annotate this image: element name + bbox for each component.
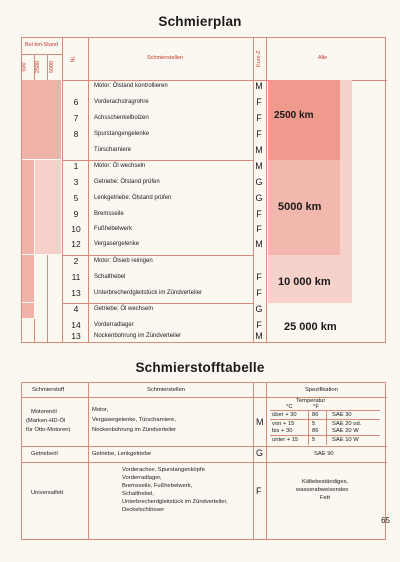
stoff-title: Schmierstofftabelle xyxy=(135,360,265,375)
schmierstellen-header: Schmierstellen xyxy=(147,387,186,393)
km-fill xyxy=(35,160,62,255)
row-rule xyxy=(22,462,387,463)
schmierplan-table: Bei km-Stand 500 2500 5000 Nr. Schmierstellen Kurz-Z. Alle 2500 km 5000 km 10 000 km 25 000 km Motor: Ölstand kontrollieren M 6 Vorderachstragrohre F 7 Achsschenkelbolzen F 8 Spurstangengelenke F Türscharniere M 1 Motor: Öl wechseln M 3 Getriebe: Ölstand prüfen G 5 Lenkgetriebe: Ölstand prüfen G 9 Bremsseile F 10 Fußhebelwerk F 12 Vergasergelenke M 2 Motor: Ölsieb reinigen 11 Schalthebel F 13 Unterbrecherdgleitstück im Zündverteiler F 4 Getriebe: Öl wechseln G 14 Vorderradlager F 13 Nockenbohrung im Zündverteiler M xyxy=(21,37,386,343)
universalfett-stellen: Bremsseile, Fußhebelwerk, xyxy=(122,483,193,489)
spezifikation-header: Spezifikation xyxy=(305,387,338,393)
motorenoel-kurz: M xyxy=(256,417,264,427)
universalfett-stellen: Unterbrecherdgleitstück im Zündverteiler, xyxy=(122,499,228,505)
km-fill xyxy=(22,303,35,319)
interval-2500-label: 2500 km xyxy=(274,110,314,121)
plan-title: Schmierplan xyxy=(158,14,242,29)
group-rule xyxy=(62,160,253,161)
motorenoel-name-2: (Marken-HD-Öl xyxy=(26,418,66,424)
temp-f: 86 xyxy=(312,412,319,418)
schmierstofftabelle xyxy=(21,382,386,540)
schmierstellen-header: Schmierstellen xyxy=(147,55,184,61)
temp-unit-c: °C xyxy=(286,404,293,410)
universalfett-spec: Kältebeständiges, xyxy=(302,479,349,485)
motorenoel-name-3: für Otto-Motoren) xyxy=(26,427,71,433)
motorenoel-name: Motorenöl xyxy=(31,409,57,415)
universalfett-stellen: Schalthebel, xyxy=(122,491,154,497)
col-divider xyxy=(88,383,89,539)
universalfett-spec: Fett xyxy=(320,495,330,501)
temp-f: 86 xyxy=(312,428,319,434)
temp-col-divider xyxy=(308,410,309,445)
temp-c: von + 15 xyxy=(272,421,295,427)
temp-c: bis + 30 xyxy=(272,428,293,434)
universalfett-stellen: Vorderradlager, xyxy=(122,475,162,481)
header-divider xyxy=(22,54,62,55)
km-col-5000: 5000 xyxy=(49,60,56,74)
col-divider xyxy=(266,38,267,342)
temp-col-divider xyxy=(326,410,327,445)
temp-c: unter + 15 xyxy=(272,437,299,443)
km-fill xyxy=(22,160,35,255)
universalfett-spec: wasserabweisendes xyxy=(296,487,349,493)
temp-f: 5 xyxy=(312,421,316,427)
temp-unit-f: °F xyxy=(313,404,319,410)
col-divider xyxy=(62,38,63,342)
group-rule xyxy=(62,303,253,304)
temp-rule xyxy=(270,435,380,436)
col-divider xyxy=(253,383,254,539)
universalfett-name: Universalfett xyxy=(31,490,64,496)
col-divider xyxy=(266,383,267,539)
temp-rule xyxy=(270,419,380,420)
temp-sae: SAE 20 od. xyxy=(332,421,362,427)
universalfett-stellen: Deckelschlösser xyxy=(122,507,165,513)
temp-sae: SAE 30 xyxy=(332,412,352,418)
interval-10000-label: 10 000 km xyxy=(278,276,331,288)
temp-c: über + 30 xyxy=(272,412,297,418)
header-bottom-rule xyxy=(22,397,387,398)
motorenoel-stellen: Motor, xyxy=(92,407,109,413)
interval-25000-label: 25 000 km xyxy=(284,321,337,333)
row-rule xyxy=(22,446,387,447)
motorenoel-stellen-2: Vergasergelenke, Türscharniere, xyxy=(92,417,176,423)
getriebeoel-spec: SAE 90 xyxy=(314,451,334,457)
temp-rule xyxy=(270,410,380,411)
schmierstoff-header: Schmierstoff xyxy=(32,387,65,393)
motorenoel-stellen-3: Nockenbohrung im Zündverteiler xyxy=(92,427,177,433)
page-number: 65 xyxy=(381,516,390,525)
getriebeoel-name: Getriebeöl xyxy=(31,451,58,457)
km-col-500: 500 xyxy=(21,62,28,72)
universalfett-stellen: Vorderachse, Spurstangenköpfe xyxy=(122,467,205,473)
temp-f: 5 xyxy=(312,437,316,443)
km-col-2500: 2500 xyxy=(35,60,42,74)
nr-header: Nr. xyxy=(70,55,77,63)
bei-km-stand-label: Bei km-Stand xyxy=(25,42,59,48)
universalfett-kurz: F xyxy=(256,486,262,496)
kurz-z-header: Kurz-Z. xyxy=(256,48,263,68)
col-divider xyxy=(88,38,89,342)
km-fill xyxy=(22,255,35,303)
temp-sae: SAE 20 W xyxy=(332,428,359,434)
temp-label: Temperatur xyxy=(296,398,326,404)
interval-5000-label: 5000 km xyxy=(278,201,322,213)
getriebeoel-kurz: G xyxy=(256,448,264,458)
km-fill xyxy=(22,80,62,160)
getriebeoel-stellen: Getriebe, Lenkgetriebe xyxy=(92,451,151,457)
alle-header: Alle xyxy=(318,55,328,61)
temp-sae: SAE 10 W xyxy=(332,437,359,443)
interval-edge xyxy=(340,80,352,303)
group-rule xyxy=(62,255,253,256)
